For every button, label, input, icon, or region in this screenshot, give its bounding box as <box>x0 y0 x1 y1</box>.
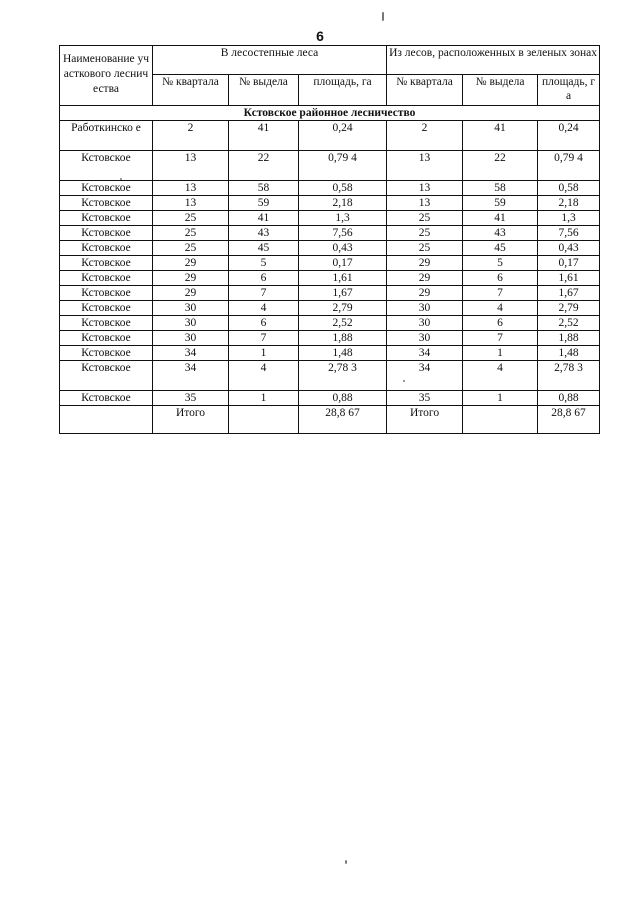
cell-quarter-1: 34 <box>153 346 229 361</box>
table-row <box>60 211 600 226</box>
cell-quarter-2: 30 <box>387 331 463 346</box>
table-row <box>60 271 600 286</box>
cell-area-1: 1,3 <box>299 211 387 226</box>
cell-forestry-name: Кстовское <box>60 256 153 271</box>
table-row <box>60 331 600 346</box>
cell-area-2: 1,48 <box>538 346 600 361</box>
header-group-green-zones: Из лесов, расположенных в зеленых зонах <box>387 46 600 75</box>
cell-section-2: 59 <box>463 196 538 211</box>
cell-area-2: 0,17 <box>538 256 600 271</box>
cell-section-2: 5 <box>463 256 538 271</box>
cell-area-2: 0,79 4 <box>538 151 600 181</box>
cell-area-2: 0,43 <box>538 241 600 256</box>
cell-section-1: 58 <box>229 181 299 196</box>
cell-area-1: 1,61 <box>299 271 387 286</box>
cell-area-2: 1,3 <box>538 211 600 226</box>
cell-quarter-2: 34 <box>387 361 463 391</box>
cell-quarter-1: 29 <box>153 271 229 286</box>
cell-area-1: 0,17 <box>299 256 387 271</box>
cell-forestry-name: Кстовское <box>60 271 153 286</box>
cell-quarter-2: 13 <box>387 196 463 211</box>
cell-forestry-name: Кстовское <box>60 196 153 211</box>
cell-section-1: 41 <box>229 211 299 226</box>
cell-quarter-1: 30 <box>153 331 229 346</box>
table-row <box>60 151 600 181</box>
header-section-2: № выдела <box>463 75 538 106</box>
forest-areas-table <box>59 45 600 434</box>
cell-quarter-2: 35 <box>387 391 463 406</box>
scan-speck <box>382 12 384 21</box>
cell-section-2: 1 <box>463 391 538 406</box>
cell-area-2: 2,52 <box>538 316 600 331</box>
cell-area-2: 0,58 <box>538 181 600 196</box>
section-title: Кстовское районное лесничество <box>60 106 600 121</box>
header-area-2: площадь, га <box>538 75 600 106</box>
cell-section-1: 1 <box>229 346 299 361</box>
table-row <box>60 286 600 301</box>
cell-quarter-1: 25 <box>153 226 229 241</box>
cell-section-1: 45 <box>229 241 299 256</box>
cell-quarter-2: 30 <box>387 301 463 316</box>
cell-area-1: 0,43 <box>299 241 387 256</box>
cell-quarter-2: 13 <box>387 181 463 196</box>
table-row <box>60 181 600 196</box>
cell-area-2: 2,79 <box>538 301 600 316</box>
cell-section-1: 43 <box>229 226 299 241</box>
cell-quarter-1: 29 <box>153 286 229 301</box>
cell-quarter-2: 29 <box>387 256 463 271</box>
total-label-1: Итого <box>153 406 229 434</box>
header-quarter-2: № квартала <box>387 75 463 106</box>
cell-area-2: 1,67 <box>538 286 600 301</box>
cell-section-2: 1 <box>463 346 538 361</box>
table-row <box>60 226 600 241</box>
cell-quarter-1: 25 <box>153 241 229 256</box>
table-row <box>60 121 600 151</box>
total-label-2: Итого <box>387 406 463 434</box>
total-value-2: 28,8 67 <box>538 406 600 434</box>
cell-area-1: 1,67 <box>299 286 387 301</box>
cell-section-2: 6 <box>463 271 538 286</box>
cell-quarter-2: 25 <box>387 211 463 226</box>
cell-area-1: 0,79 4 <box>299 151 387 181</box>
cell-area-2: 1,88 <box>538 331 600 346</box>
cell-section-2: 43 <box>463 226 538 241</box>
cell-quarter-1: 2 <box>153 121 229 151</box>
cell-quarter-1: 30 <box>153 301 229 316</box>
cell-area-1: 0,24 <box>299 121 387 151</box>
cell-forestry-name: Работкинско е <box>60 121 153 151</box>
cell-forestry-name: Кстовское <box>60 181 153 196</box>
table-row <box>60 316 600 331</box>
cell-section-1: 5 <box>229 256 299 271</box>
page-number: 6 <box>316 28 324 44</box>
cell-quarter-1: 35 <box>153 391 229 406</box>
cell-section-2: 45 <box>463 241 538 256</box>
cell-area-2: 2,18 <box>538 196 600 211</box>
cell-area-1: 1,88 <box>299 331 387 346</box>
cell-quarter-2: 29 <box>387 286 463 301</box>
cell-section-2: 22 <box>463 151 538 181</box>
cell-section-1: 59 <box>229 196 299 211</box>
cell-quarter-2: 25 <box>387 226 463 241</box>
scan-speck <box>403 380 405 382</box>
table-row <box>60 256 600 271</box>
cell-quarter-1: 13 <box>153 151 229 181</box>
cell-quarter-2: 2 <box>387 121 463 151</box>
cell-area-1: 0,58 <box>299 181 387 196</box>
cell-area-2: 0,24 <box>538 121 600 151</box>
cell-forestry-name: Кстовское <box>60 301 153 316</box>
cell-section-1: 6 <box>229 316 299 331</box>
cell-forestry-name: Кстовское <box>60 346 153 361</box>
cell-section-1: 1 <box>229 391 299 406</box>
cell-area-1: 2,79 <box>299 301 387 316</box>
cell-area-1: 0,88 <box>299 391 387 406</box>
cell-area-2: 2,78 3 <box>538 361 600 391</box>
cell-forestry-name: Кстовское <box>60 391 153 406</box>
cell-quarter-2: 13 <box>387 151 463 181</box>
cell-quarter-1: 30 <box>153 316 229 331</box>
cell-section-1: 6 <box>229 271 299 286</box>
cell-section-1: 7 <box>229 286 299 301</box>
cell-area-1: 2,78 3 <box>299 361 387 391</box>
cell-forestry-name: Кстовское <box>60 361 153 391</box>
cell-section-1: 41 <box>229 121 299 151</box>
cell-quarter-1: 13 <box>153 196 229 211</box>
section-title-row <box>60 106 600 121</box>
cell-forestry-name: Кстовское <box>60 151 153 181</box>
table-row <box>60 391 600 406</box>
total-empty-name <box>60 406 153 434</box>
cell-section-1: 4 <box>229 301 299 316</box>
table-row <box>60 301 600 316</box>
cell-section-1: 4 <box>229 361 299 391</box>
cell-section-2: 58 <box>463 181 538 196</box>
table-row <box>60 346 600 361</box>
cell-section-2: 6 <box>463 316 538 331</box>
cell-section-2: 7 <box>463 286 538 301</box>
cell-section-2: 41 <box>463 121 538 151</box>
total-value-1: 28,8 67 <box>299 406 387 434</box>
header-section-1: № выдела <box>229 75 299 106</box>
cell-forestry-name: Кстовское <box>60 331 153 346</box>
cell-forestry-name: Кстовское <box>60 316 153 331</box>
cell-area-1: 1,48 <box>299 346 387 361</box>
cell-quarter-2: 29 <box>387 271 463 286</box>
cell-quarter-1: 25 <box>153 211 229 226</box>
cell-quarter-1: 34 <box>153 361 229 391</box>
scan-speck <box>120 178 122 180</box>
total-empty-2 <box>463 406 538 434</box>
cell-forestry-name: Кстовское <box>60 226 153 241</box>
cell-section-2: 4 <box>463 361 538 391</box>
cell-area-1: 2,18 <box>299 196 387 211</box>
cell-forestry-name: Кстовское <box>60 211 153 226</box>
total-empty-1 <box>229 406 299 434</box>
header-area-1: площадь, га <box>299 75 387 106</box>
cell-section-1: 22 <box>229 151 299 181</box>
header-forestry-name: Наименование участкового лесничества <box>60 46 153 106</box>
table-row <box>60 241 600 256</box>
cell-section-2: 4 <box>463 301 538 316</box>
cell-area-2: 7,56 <box>538 226 600 241</box>
cell-area-2: 1,61 <box>538 271 600 286</box>
cell-section-1: 7 <box>229 331 299 346</box>
table-row <box>60 361 600 391</box>
total-row <box>60 406 600 434</box>
cell-section-2: 41 <box>463 211 538 226</box>
cell-area-2: 0,88 <box>538 391 600 406</box>
cell-quarter-1: 13 <box>153 181 229 196</box>
scan-speck <box>345 860 347 864</box>
cell-quarter-1: 29 <box>153 256 229 271</box>
cell-area-1: 7,56 <box>299 226 387 241</box>
cell-quarter-2: 30 <box>387 316 463 331</box>
table-row <box>60 196 600 211</box>
header-quarter-1: № квартала <box>153 75 229 106</box>
cell-section-2: 7 <box>463 331 538 346</box>
cell-area-1: 2,52 <box>299 316 387 331</box>
cell-forestry-name: Кстовское <box>60 286 153 301</box>
cell-quarter-2: 34 <box>387 346 463 361</box>
header-group-forest-steppe: В лесостепные леса <box>153 46 387 75</box>
cell-forestry-name: Кстовское <box>60 241 153 256</box>
cell-quarter-2: 25 <box>387 241 463 256</box>
